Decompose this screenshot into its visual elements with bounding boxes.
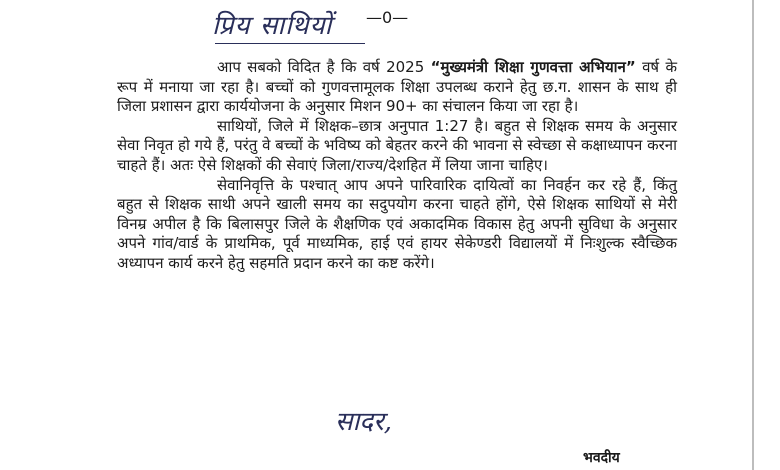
paragraph-1	[117, 58, 677, 117]
salutation: प्रिय साथियों	[212, 11, 333, 41]
closing-regards: सादर,	[335, 407, 393, 437]
campaign-name: “मुख्यमंत्री शिक्षा गुणवत्ता अभियान”	[430, 58, 636, 76]
paragraph-2: साथियों, जिले में शिक्षक–छात्र अनुपात 1:27 है। बहुत से शिक्षक समय के अनुसार सेवा निवृत हो गये हैं, परंतु वे बच्चों के भविष्य को बेहतर करने की भावना से स्वेच्छा से कक्षाध्यापन करना चाहते हैं। अतः ऐसे शिक्षकों की सेवाएं जिला/राज्य/देशहित में लिया जाना चाहिए।	[117, 116, 677, 174]
paragraph-1-start: आप सबको विदित है कि वर्ष 2025	[217, 58, 431, 76]
salutation-underline	[215, 43, 365, 44]
page-edge-divider	[752, 0, 754, 470]
paragraph-3: सेवानिवृत्ति के पश्चात् आप अपने पारिवारिक दायित्वों का निवर्हन कर रहे हैं, किंतु बहुत से शिक्षक साथी अपने खाली समय का सदुपयोग करना चाहते होंगे, ऐसे शिक्षक साथियों से मेरी विनम्र अपील है कि बिलासपुर जिले के शैक्षणिक एवं अकादमिक विकास हेतु अपनी सुविधा के अनुसार अपने गांव/वार्ड के प्राथमिक, पूर्व माध्यमिक, हाई एवं हायर सेकेण्डरी विद्यालयों में निःशुल्क स्वैच्छिक अध्यापन कार्य करने हेतु सहमति प्रदान करने का कष्ट करेंगे।	[117, 175, 677, 272]
paragraph-1-rest: वर्ष के रूप में मनाया जा रहा है। बच्चों को गुणवत्तामूलक शिक्षा उपलब्ध कराने हेतु छ.ग. शासन के साथ ही जिला प्रशासन द्वारा कार्ययोजना के अनुसार मिशन 90+ का संचालन किया जा रहा है।	[117, 58, 677, 116]
salutation-mark: —0—	[366, 8, 409, 27]
sign-off: भवदीय	[583, 450, 620, 466]
letter-body	[117, 58, 677, 274]
